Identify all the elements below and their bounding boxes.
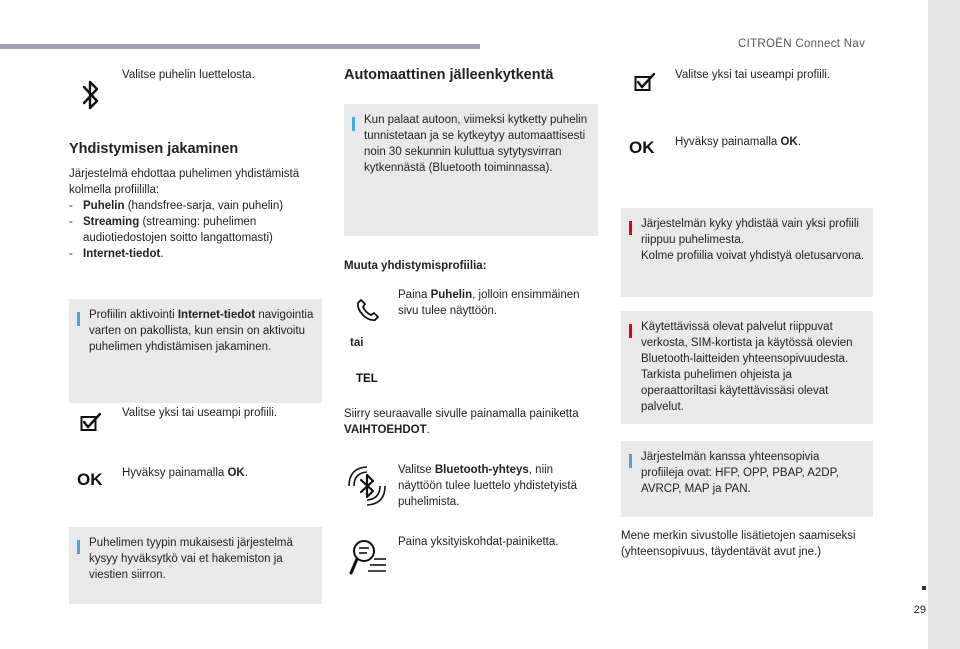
list-item [69,198,322,214]
profile-name: Streaming [83,216,140,228]
confirm-text-part: Hyväksy painamalla [122,467,228,479]
info-box-text: Puhelimen tyypin mukaisesti järjestelmä kysyy hyväksytkö vai et hakemiston ja viestien siirron. [89,537,293,581]
info-marker-icon [77,540,80,554]
profile-name: Puhelin [83,200,125,212]
info-box-reconnect [344,104,598,236]
confirm-text-bold: OK [780,136,798,148]
info-box-text [89,307,314,355]
bluetooth-connection-icon [346,464,388,508]
info-marker-icon [352,117,355,131]
info-box-compatible [621,441,873,517]
select-profiles-text: Valitse yksi tai useampi profiili. [675,69,831,81]
warning-box-text: Järjestelmän kyky yhdistää vain yksi profiili riippuu puhelimesta. Kolme profiilia voivat yhdistyä oletusarvona. [641,218,865,262]
checkbox-icon [80,412,102,432]
list-item [69,214,322,246]
bt-text-part: Valitse [398,464,435,476]
profile-list [69,198,322,262]
info-box-transfer [69,527,322,604]
details-search-icon [348,537,388,577]
select-profiles-text: Valitse yksi tai useampi profiili. [122,407,278,419]
warning-box-profile [621,208,873,297]
profile-desc: . [160,248,164,260]
info-box-text: Järjestelmän kanssa yhteensopivia profiileja ovat: HFP, OPP, PBAP, A2DP, AVRCP, MAP ja PAN. [641,451,839,495]
warning-box-text: Käytettävissä olevat palvelut riippuvat verkosta, SIM-kortista ja käytössä olevien Bluetooth-laitteiden yhteensopivuudesta. Tarkista puhelimen ohjeista ja operaattoriltasi käytettävissäsi olevat palvelut. [641,321,853,413]
options-text-part: . [426,424,430,436]
options-text [344,406,598,438]
info-text-bold: Internet-tiedot [177,309,256,321]
confirm-text-part: . [244,467,248,479]
confirm-ok-text [122,465,322,481]
confirm-text-part: . [797,136,801,148]
press-phone-text [398,287,598,319]
checkbox-icon [634,72,656,92]
details-text: Paina yksityiskohdat-painiketta. [398,536,559,548]
bluetooth-icon [80,78,102,112]
info-marker-icon [77,312,80,326]
or-label: tai [350,337,364,349]
other-profiles-title: Muuta yhdistymisprofiilia: [344,260,487,272]
top-rule [0,44,480,49]
bt-connection-text [398,462,598,510]
sharing-intro-text: Järjestelmä ehdottaa puhelimen yhdistämistä kolmella profiililla: [69,168,300,196]
sharing-intro [69,166,322,262]
ok-icon: OK [629,138,655,157]
options-text-bold: VAIHTOEHDOT [344,424,427,436]
press-text-bold: Puhelin [430,289,473,301]
section-title-reconnect: Automaattinen jälleenkytkentä [344,67,554,83]
ok-icon: OK [77,470,103,489]
list-item [69,246,322,262]
profile-desc: (streaming: puhelimen audiotiedostojen soitto langattomasti) [83,216,273,244]
warning-marker-icon [629,221,632,235]
confirm-ok-text [675,134,875,150]
info-text-part: navigointia varten on pakollista, kun ensin on aktivoitu puhelimen yhdistämisen jakaminen. [89,309,314,353]
info-marker-icon [629,454,632,468]
profile-name: Internet-tiedot [83,248,161,260]
select-phone-text: Valitse puhelin luettelosta. [122,69,255,81]
profile-desc: (handsfree-sarja, vain puhelin) [124,200,284,212]
press-text-part: Paina [398,289,431,301]
warning-box-services [621,311,873,424]
website-note: Mene merkin sivustolle lisätietojen saamiseksi (yhteensopivuus, täydentävät avut jne.) [621,530,856,558]
bt-text-part: , niin näyttöön tulee luettelo yhdistetyistä puhelimista. [398,464,578,508]
page-number: 29 [913,604,926,616]
brand-name: CITROËN Connect Nav [738,38,866,50]
confirm-text-part: Hyväksy painamalla [675,136,781,148]
bt-text-bold: Bluetooth-yhteys [434,464,529,476]
info-text-part: Profiilin aktivointi [89,309,178,321]
section-title-sharing: Yhdistymisen jakaminen [69,141,239,157]
end-of-section-marker [922,586,926,590]
confirm-text-bold: OK [227,467,245,479]
press-text-part: , jolloin ensimmäinen sivu tulee näyttöön. [398,289,580,317]
phone-handset-icon [355,297,381,323]
tel-button-icon: TEL [356,373,378,385]
page-side-strip [928,0,960,649]
warning-marker-icon [629,324,632,338]
info-box-text: Kun palaat autoon, viimeksi kytketty puhelin tunnistetaan ja se kytkeytyy automaattisesti noin 30 sekunnin kuluttua sytytysvirran kytkennästä (Bluetooth toiminnassa). [364,114,588,174]
options-text-part: Siirry seuraavalle sivulle painamalla painiketta [344,408,579,420]
info-box-internet [69,299,322,403]
